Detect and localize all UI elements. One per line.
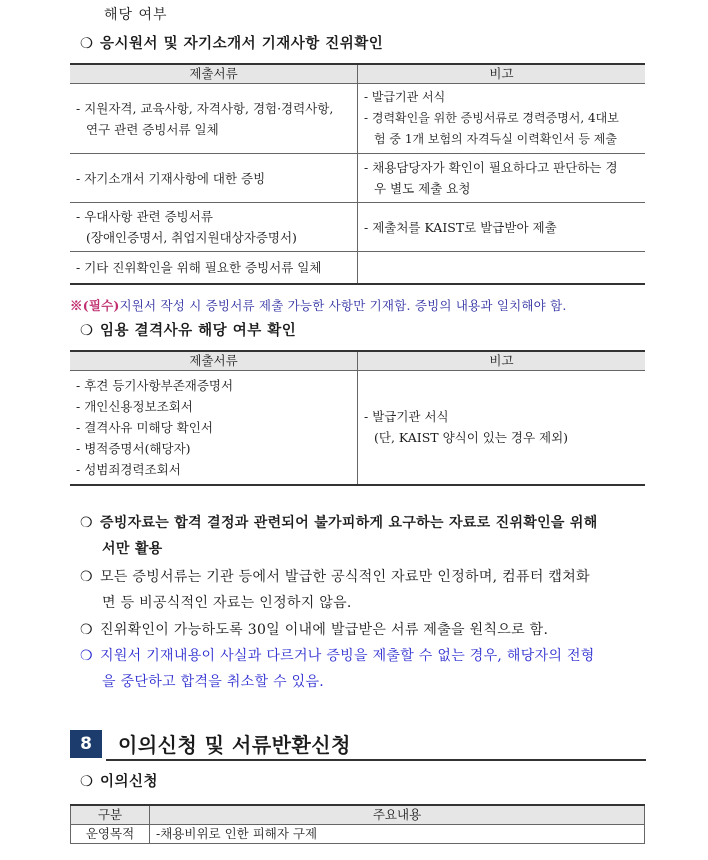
- disqualification-docs-table: [70, 350, 645, 486]
- cell-line: (장애인증명서, 취업지원대상자증명서): [86, 230, 297, 245]
- cell-line: - 지원자격, 교육사항, 자격사항, 경험·경력사항,: [76, 100, 334, 116]
- column-header-category: 구분: [71, 805, 150, 825]
- cell-line: 우 별도 제출 요청: [374, 181, 471, 196]
- cell-line: - 결격사유 미해당 확인서: [76, 419, 213, 435]
- objection-table: [70, 804, 645, 844]
- cell-line: (단, KAIST 양식이 있는 경우 제외): [374, 430, 569, 446]
- column-header-notes: 비고: [358, 351, 646, 371]
- continuation-text: 해당 여부: [104, 7, 168, 23]
- section-heading-verification: [80, 32, 383, 53]
- paragraph-line: 을 중단하고 합격을 취소할 수 있음.: [102, 674, 325, 690]
- column-header-docs: 제출서류: [70, 64, 358, 84]
- notes-cell: [358, 154, 646, 203]
- category-cell: 운영목적: [71, 825, 150, 844]
- note-mark: ※(필수): [70, 298, 120, 313]
- cell-line: - 경력확인을 위한 증빙서류로 경력증명서, 4대보: [364, 111, 619, 125]
- notes-cell: [358, 371, 646, 485]
- table-row: [70, 84, 645, 154]
- heading-text: 응시원서 및 자기소개서 기재사항 진위확인: [100, 35, 384, 52]
- notes-cell: [358, 252, 646, 284]
- heading-text: 이의신청: [100, 773, 159, 790]
- mandatory-note: [70, 296, 567, 314]
- column-header-docs: 제출서류: [70, 351, 358, 371]
- verification-docs-table: [70, 63, 645, 285]
- section-heading-disqualification: [80, 319, 296, 340]
- paragraph-line: 면 등 비공식적인 자료는 인정하지 않음.: [102, 595, 352, 611]
- circle-bullet-icon: ❍: [80, 515, 93, 531]
- cell-line: - 개인신용정보조회서: [76, 398, 193, 414]
- circle-bullet-icon: ❍: [80, 36, 94, 52]
- content-cell: -채용비위로 인한 피해자 구제: [150, 825, 645, 844]
- cell-line: - 성범죄경력조회서: [76, 461, 181, 477]
- paragraph-line: 지원서 기재내용이 사실과 다르거나 증빙을 제출할 수 없는 경우, 해당자의 전형: [100, 648, 595, 664]
- docs-cell: [70, 371, 358, 485]
- table-row: [71, 825, 645, 844]
- circle-bullet-icon: ❍: [80, 774, 94, 790]
- cell-line: - 채용담당자가 확인이 필요하다고 판단하는 경: [364, 160, 618, 175]
- cell-line: - 후견 등기사항부존재증명서: [76, 377, 234, 393]
- paragraph-line: 서만 활용: [102, 541, 163, 557]
- subsection-heading-objection: [80, 770, 158, 791]
- heading-text: 임용 결격사유 해당 여부 확인: [100, 322, 297, 339]
- cell-line: - 발급기관 서식: [364, 90, 446, 104]
- paragraph-line: 증빙자료는 합격 결정과 관련되어 불가피하게 요구하는 자료로 진위확인을 위해: [100, 515, 598, 531]
- section-title: 이의신청 및 서류반환신청: [118, 733, 351, 757]
- cell-line: - 기타 진위확인을 위해 필요한 증빙서류 일체: [76, 259, 322, 275]
- circle-bullet-icon: ❍: [80, 648, 93, 664]
- paragraph-cancellation: [80, 643, 646, 695]
- cell-line: 험 중 1개 보험의 자격득실 이력확인서 등 제출: [374, 132, 617, 146]
- cell-line: - 제출처를 KAIST로 발급받아 제출: [364, 219, 557, 235]
- cell-line: - 발급기관 서식: [364, 409, 449, 425]
- cell-line: - 병적증명서(해당자): [76, 440, 191, 456]
- table-row: [70, 203, 645, 252]
- circle-bullet-icon: ❍: [80, 569, 93, 585]
- docs-cell: [70, 252, 358, 284]
- column-header-notes: 비고: [358, 64, 646, 84]
- column-header-content: 주요내용: [150, 805, 645, 825]
- docs-cell: [70, 203, 358, 252]
- section-number-badge: 8: [70, 730, 102, 758]
- cell-line: - 우대사항 관련 증빙서류: [76, 209, 213, 224]
- paragraph-evidence-usage: [80, 510, 646, 562]
- table-row: [70, 154, 645, 203]
- notes-cell: [358, 203, 646, 252]
- paragraph-line: 모든 증빙서류는 기관 등에서 발급한 공식적인 자료만 인정하며, 컴퓨터 캡쳐화: [100, 569, 590, 585]
- cell-line: 연구 관련 증빙서류 일체: [86, 121, 219, 137]
- cell-line: - 자기소개서 기재사항에 대한 증빙: [76, 170, 266, 186]
- docs-cell: [70, 84, 358, 154]
- table-row: [70, 252, 645, 284]
- note-text: 지원서 작성 시 증빙서류 제출 가능한 사항만 기재함. 증빙의 내용과 일치해야 함.: [119, 298, 567, 313]
- paragraph-line: 진위확인이 가능하도록 30일 이내에 발급받은 서류 제출을 원칙으로 함.: [100, 622, 549, 638]
- notes-cell: [358, 84, 646, 154]
- docs-cell: [70, 154, 358, 203]
- paragraph-30-days: [80, 617, 646, 643]
- section-title-underline: [106, 759, 646, 761]
- paragraph-official-docs: [80, 564, 646, 616]
- table-row: [70, 371, 645, 485]
- circle-bullet-icon: ❍: [80, 323, 94, 339]
- circle-bullet-icon: ❍: [80, 622, 93, 638]
